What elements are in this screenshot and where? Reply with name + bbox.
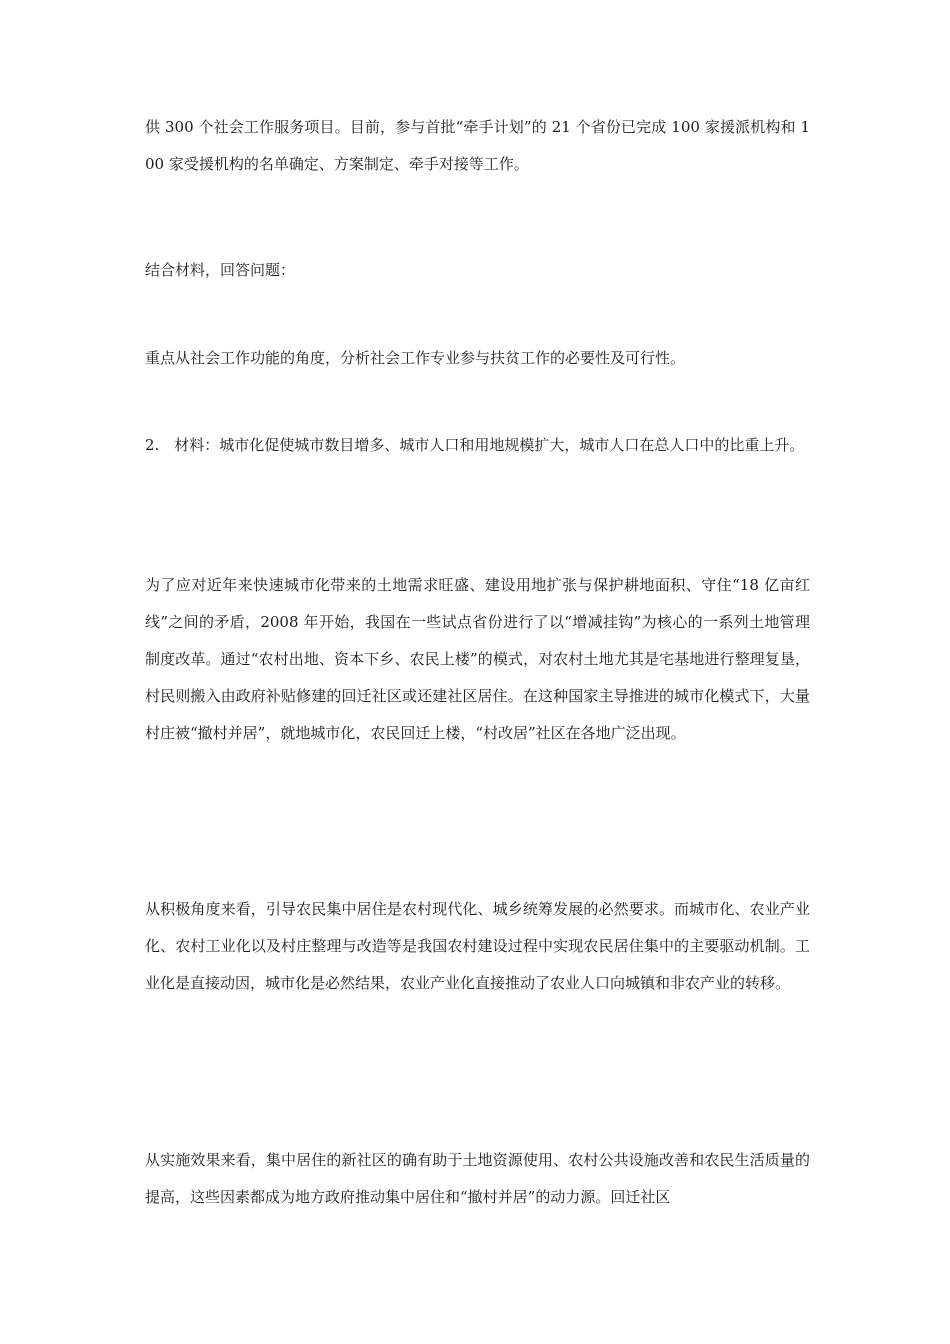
paragraph-question-prompt: 结合材料，回答问题： (145, 261, 296, 279)
paragraph-positive-view: 从积极角度来看，引导农民集中居住是农村现代化、城乡统筹发展的必然要求。而城市化、农业产业化、农村工业化以及村庄整理与改造等是我国农村建设过程中实现农民居住集中的主要驱动机制。工业化是直接动因，城市化是必然结果，农业产业化直接推动了农业人口向城镇和非农产业的转移。 (145, 900, 810, 992)
paragraph-project-count: 供 300 个社会工作服务项目。目前，参与首批“牵手计划”的 21 个省份已完成 100 家援派机构和 100 家受援机构的名单确定、方案制定、牵手对接等工作。 (145, 118, 810, 173)
paragraph-material-2-intro: 2. 材料：城市化促使城市数目增多、城市人口和用地规模扩大，城市人口在总人口中的比重上升。 (145, 436, 805, 454)
paragraph-question-1: 重点从社会工作功能的角度，分析社会工作专业参与扶贫工作的必要性及可行性。 (145, 349, 686, 367)
paragraph-land-reform: 为了应对近年来快速城市化带来的土地需求旺盛、建设用地扩张与保护耕地面积、守住“18 亿亩红线”之间的矛盾，2008 年开始，我国在一些试点省份进行了以“增减挂钩”为核心的一系列土地管理制度改革。通过“农村出地、资本下乡、农民上楼”的模式，对农村土地尤其是宅基地进行整理复垦，村民则搬入由政府补贴修建的回迁社区或还建社区居住。在这种国家主导推进的城市化模式下，大量村庄被“撤村并居”，就地城市化，农民回迁上楼，“村改居”社区在各地广泛出现。 (145, 576, 810, 742)
paragraph-implementation-effect: 从实施效果来看，集中居住的新社区的确有助于土地资源使用、农村公共设施改善和农民生活质量的提高，这些因素都成为地方政府推动集中居住和“撤村并居”的动力源。回迁社区 (145, 1151, 810, 1206)
